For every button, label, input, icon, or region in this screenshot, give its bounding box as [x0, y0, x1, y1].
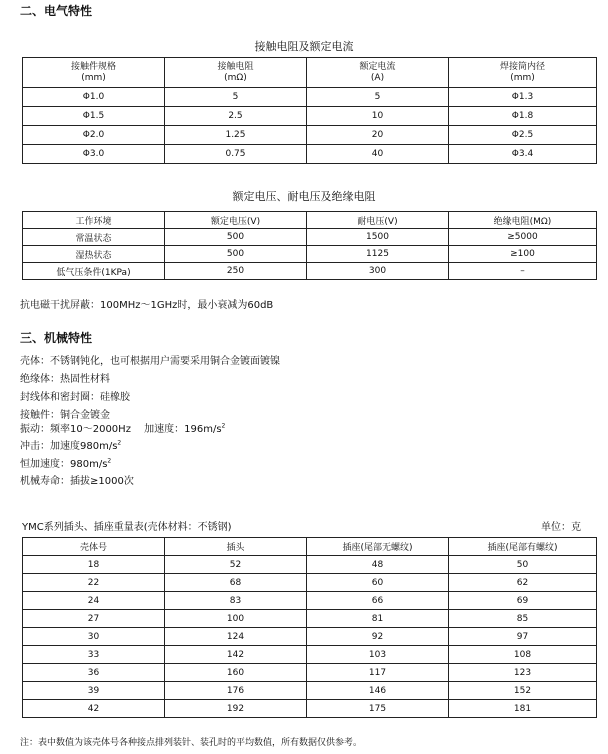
table-cell: 0.75	[165, 145, 307, 164]
table-cell: 123	[449, 664, 597, 682]
header-cell: 插座(尾部有螺纹)	[449, 538, 597, 556]
header-cell: 插头	[165, 538, 307, 556]
table-row	[23, 107, 597, 126]
voltage-insulation-table	[22, 211, 597, 280]
table-header-row	[23, 58, 597, 88]
spec-line: 绝缘体：热固性材料	[20, 374, 110, 385]
table-cell: 300	[307, 263, 449, 280]
table-cell: ≥100	[449, 246, 597, 263]
table-cell: Φ3.0	[23, 145, 165, 164]
superscript: 2	[117, 439, 122, 447]
table-row	[23, 628, 597, 646]
table-cell: 39	[23, 682, 165, 700]
table-header-row	[23, 212, 597, 229]
const-accel-text: 恒加速度：980m/s	[20, 459, 108, 470]
table-cell: 1125	[307, 246, 449, 263]
emi-shielding-note: 抗电磁干扰屏蔽：100MHz～1GHz时，最小衰减为60dB	[20, 300, 274, 311]
header-cell	[165, 58, 307, 88]
table-cell: 146	[307, 682, 449, 700]
header-cell	[23, 58, 165, 88]
table-row	[23, 700, 597, 718]
table-cell: 1.25	[165, 126, 307, 145]
header-unit: (mm)	[81, 72, 106, 83]
table-cell: 22	[23, 574, 165, 592]
table-cell: 低气压条件(1KPa)	[23, 263, 165, 280]
table1-caption: 接触电阻及额定电流	[254, 40, 354, 53]
table-row	[23, 574, 597, 592]
table-cell: 250	[165, 263, 307, 280]
table-row	[23, 263, 597, 280]
table-cell: 24	[23, 592, 165, 610]
table-cell: 18	[23, 556, 165, 574]
unit-label: 单位：克	[541, 522, 581, 533]
weight-table	[22, 537, 597, 718]
table-row	[23, 556, 597, 574]
table3-caption: YMC系列插头、插座重量表(壳体材料：不锈钢)	[22, 522, 232, 533]
table-cell: Φ1.3	[449, 88, 597, 107]
table-row	[23, 88, 597, 107]
header-cell: 绝缘电阻(MΩ)	[449, 212, 597, 229]
weight-table-note: 注：表中数值为该壳体号各种接点排列装针、装孔时的平均数值，所有数据仅供参考。	[20, 738, 363, 748]
table-cell: 97	[449, 628, 597, 646]
table-cell: Φ3.4	[449, 145, 597, 164]
table-cell: 500	[165, 246, 307, 263]
shock-text: 冲击：加速度980m/s	[20, 441, 118, 452]
table-cell: 62	[449, 574, 597, 592]
table-cell: 117	[307, 664, 449, 682]
spec-line: 接触件：铜合金镀金	[20, 410, 110, 421]
section-mechanical-title: 三、机械特性	[20, 331, 93, 345]
table-row	[23, 682, 597, 700]
table-row	[23, 664, 597, 682]
table-row	[23, 610, 597, 628]
header-cell	[449, 58, 597, 88]
table-cell: 52	[165, 556, 307, 574]
table-cell: 27	[23, 610, 165, 628]
header-unit: (mm)	[510, 72, 535, 83]
header-text: 额定电流	[359, 61, 396, 72]
table-cell: 152	[449, 682, 597, 700]
table-cell: –	[449, 263, 597, 280]
table-cell: 85	[449, 610, 597, 628]
header-cell: 插座(尾部无螺纹)	[307, 538, 449, 556]
header-text: 接触电阻	[217, 61, 254, 72]
table-row	[23, 126, 597, 145]
table-cell: 142	[165, 646, 307, 664]
table-cell: 湿热状态	[23, 246, 165, 263]
table-row	[23, 145, 597, 164]
table-cell: 20	[307, 126, 449, 145]
table-row	[23, 592, 597, 610]
table-cell: 1500	[307, 229, 449, 246]
superscript: 2	[107, 457, 112, 465]
superscript: 2	[221, 422, 226, 430]
table-header-row	[23, 538, 597, 556]
spec-line: 封线体和密封圈：硅橡胶	[20, 392, 130, 403]
const-accel-line	[20, 455, 111, 470]
table2-caption: 额定电压、耐电压及绝缘电阻	[232, 190, 376, 203]
table-cell: Φ1.0	[23, 88, 165, 107]
table-cell: 常温状态	[23, 229, 165, 246]
table-cell: 69	[449, 592, 597, 610]
contact-resistance-table	[22, 57, 597, 164]
table-cell: 10	[307, 107, 449, 126]
header-cell: 额定电压(V)	[165, 212, 307, 229]
mechanical-life-line: 机械寿命：插拔≥1000次	[20, 476, 134, 487]
vibration-line	[20, 420, 225, 435]
table-row	[23, 229, 597, 246]
table-cell: 176	[165, 682, 307, 700]
section-electrical-title: 二、电气特性	[20, 4, 93, 18]
table-cell: Φ1.8	[449, 107, 597, 126]
table-cell: 50	[449, 556, 597, 574]
table-cell: 68	[165, 574, 307, 592]
table-cell: 160	[165, 664, 307, 682]
table-cell: 83	[165, 592, 307, 610]
table-cell: Φ2.5	[449, 126, 597, 145]
table-cell: 124	[165, 628, 307, 646]
header-unit: (mΩ)	[224, 72, 247, 83]
table-row	[23, 646, 597, 664]
table-cell: 181	[449, 700, 597, 718]
table-cell: Φ2.0	[23, 126, 165, 145]
vibration-text: 振动：频率10～2000Hz 加速度：196m/s	[20, 424, 222, 435]
table-cell: 60	[307, 574, 449, 592]
table-cell: 42	[23, 700, 165, 718]
table-cell: 108	[449, 646, 597, 664]
table-cell: 33	[23, 646, 165, 664]
header-cell: 耐电压(V)	[307, 212, 449, 229]
table-cell: 92	[307, 628, 449, 646]
shock-line	[20, 437, 121, 452]
table-cell: 81	[307, 610, 449, 628]
header-cell: 壳体号	[23, 538, 165, 556]
table-cell: 5	[307, 88, 449, 107]
header-cell	[307, 58, 449, 88]
table-cell: 100	[165, 610, 307, 628]
table-cell: 2.5	[165, 107, 307, 126]
table-cell: 103	[307, 646, 449, 664]
header-text: 接触件规格	[70, 61, 116, 72]
table-cell: ≥5000	[449, 229, 597, 246]
table-cell: 40	[307, 145, 449, 164]
table-cell: 192	[165, 700, 307, 718]
table-cell: 66	[307, 592, 449, 610]
spec-line: 壳体：不锈钢钝化，也可根据用户需要采用铜合金镀面镀镍	[20, 356, 280, 367]
table-cell: 500	[165, 229, 307, 246]
table-cell: Φ1.5	[23, 107, 165, 126]
table-cell: 5	[165, 88, 307, 107]
table-cell: 30	[23, 628, 165, 646]
header-text: 焊接筒内径	[499, 61, 545, 72]
table-row	[23, 246, 597, 263]
header-unit: (A)	[370, 72, 385, 83]
table-cell: 175	[307, 700, 449, 718]
header-cell: 工作环境	[23, 212, 165, 229]
table-cell: 36	[23, 664, 165, 682]
table-cell: 48	[307, 556, 449, 574]
